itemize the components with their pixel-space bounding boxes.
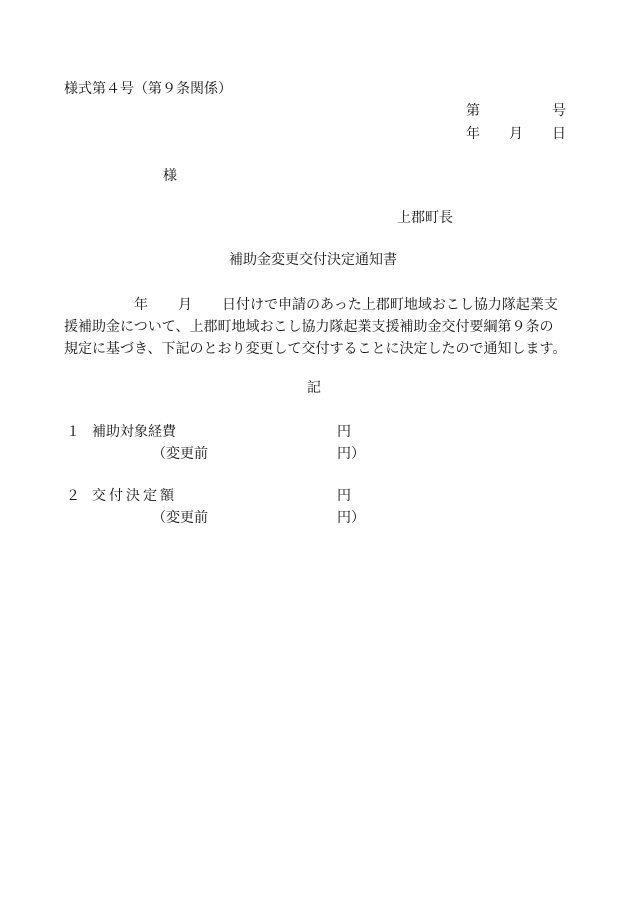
item-1-before-label: （変更前 xyxy=(152,446,208,462)
item-1-number: １ xyxy=(66,424,80,440)
body-line-2: 援補助金について、上郡町地域おこし協力隊起業支援補助金交付要綱第９条の xyxy=(64,319,554,335)
date-month-label: 月 xyxy=(509,126,523,142)
item-1-label: 補助対象経費 xyxy=(92,424,176,440)
body-line-3: 規定に基づき、下記のとおり変更して交付することに決定したので通知します。 xyxy=(64,341,567,357)
ki-heading: 記 xyxy=(307,380,321,396)
addressee-honorific: 様 xyxy=(163,168,177,184)
item-2-before-label: （変更前 xyxy=(152,510,208,526)
item-2-yen: 円 xyxy=(337,488,351,504)
issuer-name: 上郡町長 xyxy=(397,210,453,226)
body-year-label: 年 xyxy=(134,297,148,313)
date-year-label: 年 xyxy=(466,126,480,142)
body-month-label: 月 xyxy=(178,297,192,313)
item-1-yen: 円 xyxy=(337,424,351,440)
item-2-number: ２ xyxy=(66,488,80,504)
document-number-suffix: 号 xyxy=(552,103,566,119)
item-2-before-yen: 円） xyxy=(337,510,365,526)
form-id-label: 様式第４号（第９条関係） xyxy=(64,81,232,97)
body-paragraph xyxy=(64,294,574,360)
document-title: 補助金変更交付決定通知書 xyxy=(229,252,397,268)
item-2-label: 交付決定額 xyxy=(92,488,177,504)
item-1-before-yen: 円） xyxy=(337,446,365,462)
date-day-label: 日 xyxy=(552,126,566,142)
document-number-prefix: 第 xyxy=(466,103,480,119)
body-line-1-text: 日付けで申請のあった上郡町地域おこし協力隊起業支 xyxy=(222,297,558,313)
body-line-1 xyxy=(64,294,574,316)
